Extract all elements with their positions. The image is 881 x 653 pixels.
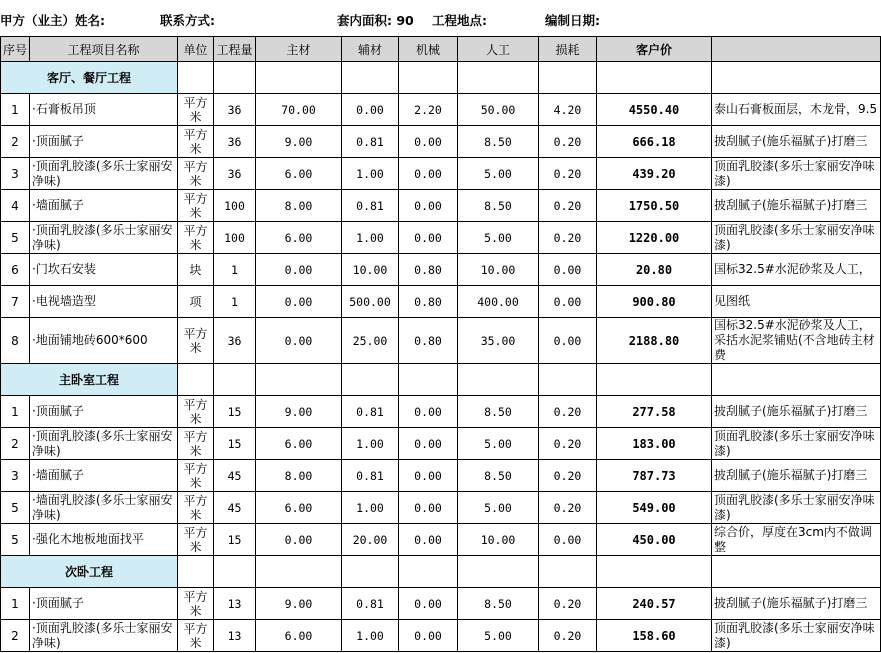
- empty-cell[interactable]: [458, 62, 539, 94]
- section-row: [1, 364, 881, 396]
- remark-cell[interactable]: 国标32.5#水泥砂浆及人工，: [712, 254, 881, 286]
- main-material-cell[interactable]: 70.00: [256, 94, 342, 126]
- quantity-cell[interactable]: 15: [214, 428, 256, 460]
- remark-cell[interactable]: 国标32.5#水泥砂浆及人工，采括水泥浆铺贴(不含地砖主材费: [712, 318, 881, 364]
- loss-cell[interactable]: 0.20: [539, 492, 597, 524]
- labor-cell[interactable]: 50.00: [458, 94, 539, 126]
- labor-cell[interactable]: 8.50: [458, 190, 539, 222]
- row-number[interactable]: 4: [1, 190, 30, 222]
- unit-cell[interactable]: 平方米: [178, 190, 214, 222]
- col-header[interactable]: 单位: [178, 37, 214, 62]
- remark-cell[interactable]: 综合价，厚度在3cm内不做调整: [712, 524, 881, 556]
- main-material-cell[interactable]: 6.00: [256, 222, 342, 254]
- main-material-cell[interactable]: 6.00: [256, 620, 342, 652]
- aux-material-cell[interactable]: 25.00: [342, 318, 399, 364]
- item-name[interactable]: ·门坎石安装: [30, 254, 178, 286]
- row-number[interactable]: 3: [1, 158, 30, 190]
- quote-table: [0, 36, 881, 652]
- customer-price-cell[interactable]: 20.80: [597, 254, 712, 286]
- empty-cell[interactable]: [342, 62, 399, 94]
- empty-cell[interactable]: [597, 364, 712, 396]
- labor-cell[interactable]: 5.00: [458, 492, 539, 524]
- machinery-cell[interactable]: 0.80: [399, 254, 458, 286]
- machinery-cell[interactable]: 0.00: [399, 396, 458, 428]
- main-material-cell[interactable]: 9.00: [256, 588, 342, 620]
- item-name[interactable]: ·石膏板吊顶: [30, 94, 178, 126]
- aux-material-cell[interactable]: 1.00: [342, 428, 399, 460]
- aux-material-cell[interactable]: 0.81: [342, 460, 399, 492]
- col-header[interactable]: [712, 37, 881, 62]
- area-label: 套内面积: 90: [337, 13, 414, 28]
- main-material-cell[interactable]: 0.00: [256, 254, 342, 286]
- item-name[interactable]: ·墙面腻子: [30, 190, 178, 222]
- main-material-cell[interactable]: 6.00: [256, 492, 342, 524]
- aux-material-cell[interactable]: 1.00: [342, 222, 399, 254]
- machinery-cell[interactable]: 0.00: [399, 158, 458, 190]
- loss-cell[interactable]: 4.20: [539, 94, 597, 126]
- loss-cell[interactable]: 0.20: [539, 588, 597, 620]
- unit-cell[interactable]: 平方米: [178, 428, 214, 460]
- labor-cell[interactable]: 5.00: [458, 428, 539, 460]
- main-material-cell[interactable]: 9.00: [256, 126, 342, 158]
- table-row: [1, 428, 881, 460]
- remark-cell[interactable]: 披刮腻子(施乐福腻子)打磨三: [712, 396, 881, 428]
- aux-material-cell[interactable]: 0.81: [342, 126, 399, 158]
- row-number[interactable]: 8: [1, 318, 30, 364]
- item-name[interactable]: ·顶面腻子: [30, 588, 178, 620]
- machinery-cell[interactable]: 0.00: [399, 428, 458, 460]
- unit-cell[interactable]: 平方米: [178, 222, 214, 254]
- owner-label: 甲方（业主）姓名:: [0, 13, 105, 28]
- empty-cell[interactable]: [399, 556, 458, 588]
- remark-cell[interactable]: 披刮腻子(施乐福腻子)打磨三: [712, 588, 881, 620]
- col-header[interactable]: 主材: [256, 37, 342, 62]
- remark-cell[interactable]: 顶面乳胶漆(多乐士家丽安净味漆): [712, 492, 881, 524]
- labor-cell[interactable]: 8.50: [458, 396, 539, 428]
- customer-price-cell[interactable]: 900.80: [597, 286, 712, 318]
- remark-cell[interactable]: 顶面乳胶漆(多乐士家丽安净味漆): [712, 620, 881, 652]
- table-row: [1, 620, 881, 652]
- customer-price-cell[interactable]: 666.18: [597, 126, 712, 158]
- quantity-cell[interactable]: 100: [214, 190, 256, 222]
- labor-cell[interactable]: 400.00: [458, 286, 539, 318]
- empty-cell[interactable]: [214, 556, 256, 588]
- empty-cell[interactable]: [256, 364, 342, 396]
- row-number[interactable]: 7: [1, 286, 30, 318]
- quantity-cell[interactable]: 36: [214, 158, 256, 190]
- quantity-cell[interactable]: 100: [214, 222, 256, 254]
- section-title[interactable]: 次卧工程: [1, 556, 178, 588]
- empty-cell[interactable]: [597, 556, 712, 588]
- customer-price-cell[interactable]: 549.00: [597, 492, 712, 524]
- labor-cell[interactable]: 5.00: [458, 222, 539, 254]
- labor-cell[interactable]: 8.50: [458, 126, 539, 158]
- customer-price-cell[interactable]: 158.60: [597, 620, 712, 652]
- loss-cell[interactable]: 0.20: [539, 158, 597, 190]
- empty-cell[interactable]: [458, 556, 539, 588]
- machinery-cell[interactable]: 0.00: [399, 460, 458, 492]
- unit-cell[interactable]: 平方米: [178, 588, 214, 620]
- unit-cell[interactable]: 平方米: [178, 158, 214, 190]
- machinery-cell[interactable]: 0.80: [399, 286, 458, 318]
- row-number[interactable]: 2: [1, 428, 30, 460]
- quantity-cell[interactable]: 1: [214, 286, 256, 318]
- customer-price-cell[interactable]: 1750.50: [597, 190, 712, 222]
- item-name[interactable]: ·强化木地板地面找平: [30, 524, 178, 556]
- quantity-cell[interactable]: 1: [214, 254, 256, 286]
- empty-cell[interactable]: [214, 364, 256, 396]
- item-name[interactable]: ·顶面乳胶漆(多乐士家丽安净味): [30, 620, 178, 652]
- item-name[interactable]: ·顶面腻子: [30, 396, 178, 428]
- labor-cell[interactable]: 35.00: [458, 318, 539, 364]
- machinery-cell[interactable]: 0.00: [399, 524, 458, 556]
- table-row: [1, 94, 881, 126]
- unit-cell[interactable]: 平方米: [178, 492, 214, 524]
- col-header[interactable]: 序号: [1, 37, 30, 62]
- remark-cell[interactable]: 顶面乳胶漆(多乐士家丽安净味漆): [712, 158, 881, 190]
- section-row: [1, 556, 881, 588]
- aux-material-cell[interactable]: 1.00: [342, 620, 399, 652]
- aux-material-cell[interactable]: 0.81: [342, 190, 399, 222]
- unit-cell[interactable]: 项: [178, 286, 214, 318]
- loss-cell[interactable]: 0.20: [539, 190, 597, 222]
- section-title[interactable]: 客厅、餐厅工程: [1, 62, 178, 94]
- main-material-cell[interactable]: 8.00: [256, 460, 342, 492]
- unit-cell[interactable]: 平方米: [178, 460, 214, 492]
- quantity-cell[interactable]: 13: [214, 620, 256, 652]
- table-row: [1, 254, 881, 286]
- row-number[interactable]: 2: [1, 126, 30, 158]
- customer-price-cell[interactable]: 787.73: [597, 460, 712, 492]
- item-name[interactable]: ·顶面乳胶漆(多乐士家丽安净味): [30, 158, 178, 190]
- labor-cell[interactable]: 8.50: [458, 588, 539, 620]
- empty-cell[interactable]: [178, 556, 214, 588]
- loss-cell[interactable]: 0.00: [539, 286, 597, 318]
- col-header[interactable]: 工程项目名称: [30, 37, 178, 62]
- remark-cell[interactable]: 披刮腻子(施乐福腻子)打磨三: [712, 190, 881, 222]
- unit-cell[interactable]: 平方米: [178, 318, 214, 364]
- remark-cell[interactable]: 顶面乳胶漆(多乐士家丽安净味漆): [712, 428, 881, 460]
- main-material-cell[interactable]: 0.00: [256, 524, 342, 556]
- aux-material-cell[interactable]: 1.00: [342, 492, 399, 524]
- aux-material-cell[interactable]: 1.00: [342, 158, 399, 190]
- col-header[interactable]: 辅材: [342, 37, 399, 62]
- empty-cell[interactable]: [178, 62, 214, 94]
- row-number[interactable]: 2: [1, 620, 30, 652]
- main-material-cell[interactable]: 0.00: [256, 318, 342, 364]
- empty-cell[interactable]: [712, 556, 881, 588]
- col-header[interactable]: 工程量: [214, 37, 256, 62]
- empty-cell[interactable]: [712, 364, 881, 396]
- quantity-cell[interactable]: 15: [214, 396, 256, 428]
- loss-cell[interactable]: 0.20: [539, 620, 597, 652]
- loss-cell[interactable]: 0.00: [539, 318, 597, 364]
- unit-cell[interactable]: 平方米: [178, 620, 214, 652]
- aux-material-cell[interactable]: 20.00: [342, 524, 399, 556]
- item-name[interactable]: ·顶面乳胶漆(多乐士家丽安净味): [30, 428, 178, 460]
- loss-cell[interactable]: 0.20: [539, 428, 597, 460]
- section-row: [1, 62, 881, 94]
- main-material-cell[interactable]: 8.00: [256, 190, 342, 222]
- col-header[interactable]: 损耗: [539, 37, 597, 62]
- item-name[interactable]: ·墙面腻子: [30, 460, 178, 492]
- row-number[interactable]: 1: [1, 94, 30, 126]
- loss-cell[interactable]: 0.20: [539, 126, 597, 158]
- table-row: [1, 222, 881, 254]
- machinery-cell[interactable]: 2.20: [399, 94, 458, 126]
- empty-cell[interactable]: [342, 364, 399, 396]
- empty-cell[interactable]: [539, 556, 597, 588]
- date-label: 编制日期:: [545, 13, 600, 28]
- table-row: [1, 588, 881, 620]
- remark-cell[interactable]: 顶面乳胶漆(多乐士家丽安净味漆): [712, 222, 881, 254]
- row-number[interactable]: 5: [1, 492, 30, 524]
- quantity-cell[interactable]: 13: [214, 588, 256, 620]
- labor-cell[interactable]: 5.00: [458, 620, 539, 652]
- header-row: [1, 37, 881, 62]
- customer-price-cell[interactable]: 2188.80: [597, 318, 712, 364]
- row-number[interactable]: 1: [1, 588, 30, 620]
- labor-cell[interactable]: 10.00: [458, 524, 539, 556]
- col-header[interactable]: 人工: [458, 37, 539, 62]
- main-material-cell[interactable]: 0.00: [256, 286, 342, 318]
- quantity-cell[interactable]: 15: [214, 524, 256, 556]
- customer-price-cell[interactable]: 1220.00: [597, 222, 712, 254]
- remark-cell[interactable]: 披刮腻子(施乐福腻子)打磨三: [712, 126, 881, 158]
- unit-cell[interactable]: 平方米: [178, 94, 214, 126]
- remark-cell[interactable]: 披刮腻子(施乐福腻子)打磨三: [712, 460, 881, 492]
- loss-cell[interactable]: 0.20: [539, 222, 597, 254]
- quantity-cell[interactable]: 45: [214, 492, 256, 524]
- empty-cell[interactable]: [539, 62, 597, 94]
- machinery-cell[interactable]: 0.00: [399, 492, 458, 524]
- main-material-cell[interactable]: 6.00: [256, 158, 342, 190]
- customer-price-cell[interactable]: 450.00: [597, 524, 712, 556]
- item-name[interactable]: ·墙面乳胶漆(多乐士家丽安净味): [30, 492, 178, 524]
- labor-cell[interactable]: 10.00: [458, 254, 539, 286]
- table-row: [1, 126, 881, 158]
- quantity-cell[interactable]: 36: [214, 318, 256, 364]
- loss-cell[interactable]: 0.00: [539, 254, 597, 286]
- empty-cell[interactable]: [399, 364, 458, 396]
- table-row: [1, 158, 881, 190]
- row-number[interactable]: 6: [1, 254, 30, 286]
- item-name[interactable]: ·顶面腻子: [30, 126, 178, 158]
- table-row: [1, 460, 881, 492]
- machinery-cell[interactable]: 0.00: [399, 620, 458, 652]
- machinery-cell[interactable]: 0.00: [399, 588, 458, 620]
- aux-material-cell[interactable]: 0.81: [342, 396, 399, 428]
- machinery-cell[interactable]: 0.80: [399, 318, 458, 364]
- aux-material-cell[interactable]: 500.00: [342, 286, 399, 318]
- header-info: [0, 0, 856, 36]
- customer-price-cell[interactable]: 183.00: [597, 428, 712, 460]
- table-row: [1, 524, 881, 556]
- loss-cell[interactable]: 0.20: [539, 460, 597, 492]
- table-row: [1, 286, 881, 318]
- table-row: [1, 318, 881, 364]
- quantity-cell[interactable]: 45: [214, 460, 256, 492]
- empty-cell[interactable]: [399, 62, 458, 94]
- remark-cell[interactable]: 见图纸: [712, 286, 881, 318]
- customer-price-cell[interactable]: 4550.40: [597, 94, 712, 126]
- empty-cell[interactable]: [458, 364, 539, 396]
- machinery-cell[interactable]: 0.00: [399, 222, 458, 254]
- empty-cell[interactable]: [539, 364, 597, 396]
- row-number[interactable]: 1: [1, 396, 30, 428]
- quantity-cell[interactable]: 36: [214, 94, 256, 126]
- empty-cell[interactable]: [256, 62, 342, 94]
- empty-cell[interactable]: [256, 556, 342, 588]
- col-header[interactable]: 机械: [399, 37, 458, 62]
- loss-cell[interactable]: 0.00: [539, 524, 597, 556]
- machinery-cell[interactable]: 0.00: [399, 190, 458, 222]
- loss-cell[interactable]: 0.20: [539, 396, 597, 428]
- remark-cell[interactable]: 泰山石膏板面层，木龙骨，9.5: [712, 94, 881, 126]
- unit-cell[interactable]: 平方米: [178, 524, 214, 556]
- unit-cell[interactable]: 平方米: [178, 126, 214, 158]
- table-row: [1, 190, 881, 222]
- table-row: [1, 396, 881, 428]
- empty-cell[interactable]: [712, 62, 881, 94]
- contact-label: 联系方式:: [160, 13, 215, 28]
- empty-cell[interactable]: [342, 556, 399, 588]
- item-name[interactable]: ·电视墙造型: [30, 286, 178, 318]
- unit-cell[interactable]: 平方米: [178, 396, 214, 428]
- section-title[interactable]: 主卧室工程: [1, 364, 178, 396]
- labor-cell[interactable]: 5.00: [458, 158, 539, 190]
- row-number[interactable]: 3: [1, 460, 30, 492]
- site-label: 工程地点:: [432, 13, 487, 28]
- main-material-cell[interactable]: 9.00: [256, 396, 342, 428]
- row-number[interactable]: 5: [1, 524, 30, 556]
- item-name[interactable]: ·顶面乳胶漆(多乐士家丽安净味): [30, 222, 178, 254]
- customer-price-cell[interactable]: 240.57: [597, 588, 712, 620]
- row-number[interactable]: 5: [1, 222, 30, 254]
- aux-material-cell[interactable]: 0.00: [342, 94, 399, 126]
- empty-cell[interactable]: [214, 62, 256, 94]
- col-header[interactable]: 客户价: [597, 37, 712, 62]
- main-material-cell[interactable]: 6.00: [256, 428, 342, 460]
- customer-price-cell[interactable]: 277.58: [597, 396, 712, 428]
- machinery-cell[interactable]: 0.00: [399, 126, 458, 158]
- empty-cell[interactable]: [178, 364, 214, 396]
- aux-material-cell[interactable]: 10.00: [342, 254, 399, 286]
- table-row: [1, 492, 881, 524]
- empty-cell[interactable]: [597, 62, 712, 94]
- quantity-cell[interactable]: 36: [214, 126, 256, 158]
- customer-price-cell[interactable]: 439.20: [597, 158, 712, 190]
- item-name[interactable]: ·地面铺地砖600*600: [30, 318, 178, 364]
- unit-cell[interactable]: 块: [178, 254, 214, 286]
- labor-cell[interactable]: 8.50: [458, 460, 539, 492]
- aux-material-cell[interactable]: 0.81: [342, 588, 399, 620]
